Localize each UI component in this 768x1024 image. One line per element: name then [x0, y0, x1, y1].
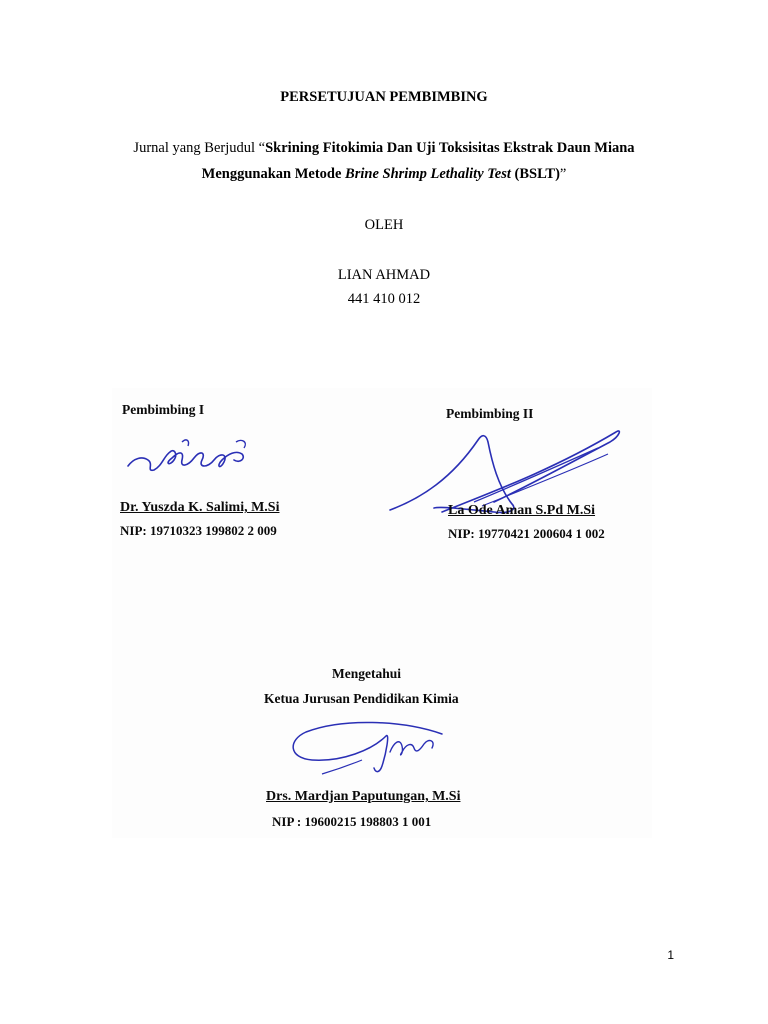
supervisor1-role: Pembimbing I: [122, 402, 205, 417]
acknowledgement-nip: NIP : 19600215 198803 1 001: [272, 814, 432, 829]
journal-title-bold: Skrining Fitokimia Dan Uji Toksisitas Ekstrak Daun Miana: [265, 140, 635, 156]
acknowledgement-position: Ketua Jurusan Pendidikan Kimia: [264, 691, 459, 706]
supervisor1-nip: NIP: 19710323 199802 2 009: [120, 523, 277, 538]
supervisor1-signature: [124, 430, 264, 490]
journal-title-line-1: [0, 139, 768, 157]
page-number: 1: [667, 948, 674, 962]
journal-title-method: Menggunakan Metode: [201, 166, 346, 182]
supervisor2-name: La Ode Aman S.Pd M.Si: [448, 503, 596, 518]
acknowledgement-name: Drs. Mardjan Paputungan, M.Si: [266, 789, 461, 804]
approval-scan: [112, 388, 652, 838]
supervisor2-role: Pembimbing II: [446, 406, 534, 421]
journal-title-method-abbrev: (BSLT): [510, 166, 560, 182]
journal-title-close-quote: ”: [559, 166, 567, 182]
author-id: 441 410 012: [347, 291, 421, 307]
journal-title-line-2: [0, 165, 768, 183]
author-name: LIAN AHMAD: [337, 267, 431, 283]
supervisor1-name: Dr. Yuszda K. Salimi, M.Si: [120, 500, 280, 515]
journal-title-prefix: Jurnal yang Berjudul “: [133, 140, 266, 156]
acknowledgement-signature: [282, 714, 492, 784]
by-label: OLEH: [364, 217, 404, 233]
page-title: PERSETUJUAN PEMBIMBING: [280, 89, 488, 105]
acknowledgement-label: Mengetahui: [332, 666, 401, 681]
journal-title-method-italic: Brine Shrimp Lethality Test: [345, 166, 511, 182]
supervisor2-nip: NIP: 19770421 200604 1 002: [448, 526, 605, 541]
